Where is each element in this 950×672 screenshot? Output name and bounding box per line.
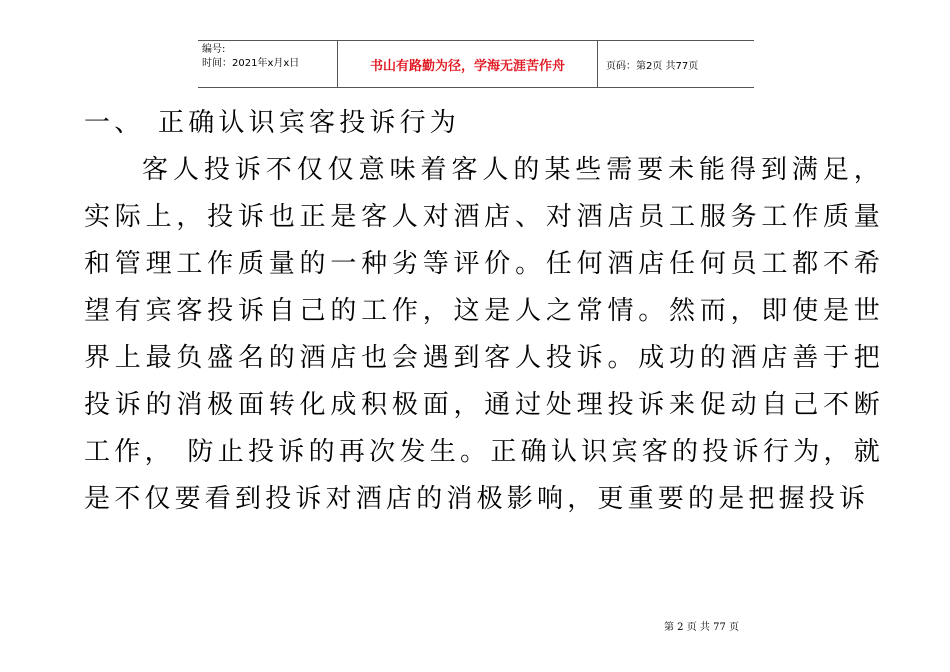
- page-footer: 第 2 页 共 77 页: [664, 622, 739, 633]
- section-title: 正确认识宾客投诉行为: [158, 108, 461, 138]
- body-paragraph: 客人投诉不仅仅意味着客人的某些需要未能得到满足，实际上，投诉也正是客人对酒店、对酒店员工服务工作质量和管理工作质量的一种劣等评价。任何酒店任何员工都不希望有宾客投诉自己的工作，这是人之常情。然而，即使是世界上最负盛名的酒店也会遇到客人投诉。成功的酒店善于把投诉的消极面转化成积极面，通过处理投诉来促动自己不断工作， 防止投诉的再次发生。正确认识宾客的投诉行为，就是不仅要看到投诉对酒店的消极影响，更重要的是把握投诉: [84, 155, 884, 514]
- section-number: 一、: [84, 108, 145, 138]
- page-header: [198, 40, 754, 88]
- document-number-label: 编号:: [202, 44, 226, 55]
- document-body: [84, 100, 884, 523]
- document-time-label: 时间：2021年x月x日: [202, 58, 300, 69]
- header-meta: [198, 41, 338, 87]
- section-heading: [84, 100, 884, 147]
- header-page-code: 页码：第2页 共77页: [606, 60, 699, 72]
- header-motto: 书山有路勤为径，学海无涯苦作舟: [338, 41, 598, 87]
